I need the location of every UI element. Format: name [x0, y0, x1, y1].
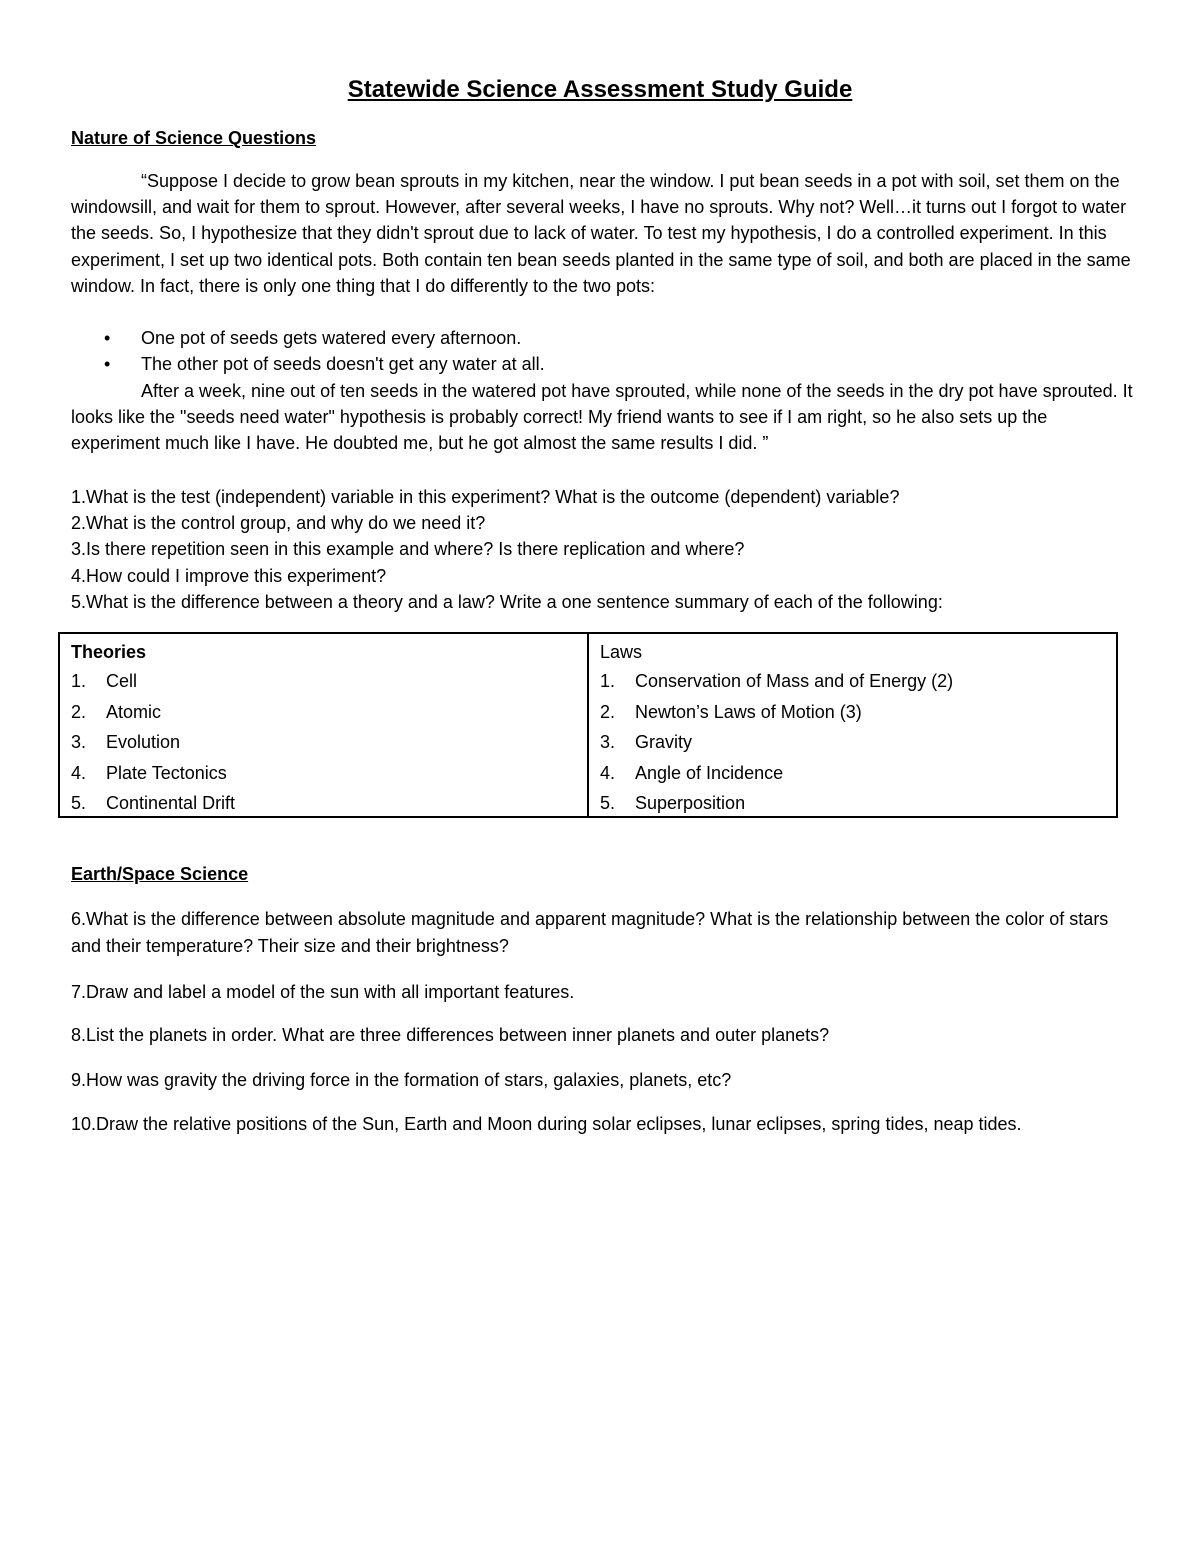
question-item: 2.What is the control group, and why do we need it? [71, 513, 486, 534]
item-number: 5. [71, 793, 87, 813]
law-name: Conservation of Mass and of Energy (2) [635, 671, 954, 691]
table-row [71, 758, 587, 789]
table-row [71, 697, 587, 728]
theory-name: Plate Tectonics [106, 762, 227, 783]
question-item: 3.Is there repetition seen in this example and where? Is there replication and where? [71, 539, 745, 560]
question-item: 4.How could I improve this experiment? [71, 565, 387, 586]
question-item: 10.Draw the relative positions of the Sun, Earth and Moon during solar eclipses, lunar eclipses, spring tides, neap tides. [71, 1114, 1022, 1134]
question-item: 1.What is the test (independent) variable in this experiment? What is the outcome (dependent) variable? [71, 487, 900, 507]
question-item: 9.How was gravity the driving force in the formation of stars, galaxies, planets, etc? [71, 1070, 732, 1090]
table-row [600, 697, 1116, 728]
bullet-icon: • [104, 354, 111, 375]
theory-name: Cell [106, 671, 138, 691]
theories-list [71, 666, 587, 819]
nature-questions-list [71, 484, 1133, 615]
question-item: 6.What is the difference between absolute magnitude and apparent magnitude? What is the relationship between the color of stars and their temperature? Their size and their brightness? [71, 909, 1109, 956]
item-number: 2. [71, 701, 87, 722]
bullet-text: The other pot of seeds doesn't get any water at all. [141, 354, 545, 375]
laws-column [587, 634, 1116, 816]
table-row [71, 727, 587, 758]
law-name: Superposition [635, 793, 746, 813]
bullet-text: One pot of seeds gets watered every afternoon. [141, 328, 522, 348]
law-name: Newton’s Laws of Motion (3) [635, 701, 862, 722]
list-item [71, 325, 1133, 351]
laws-header: Laws [600, 642, 643, 662]
theory-name: Continental Drift [106, 793, 236, 813]
nature-of-science-heading: Nature of Science Questions [71, 128, 317, 148]
theories-column [60, 634, 587, 816]
page-title: Statewide Science Assessment Study Guide [347, 76, 853, 103]
item-number: 4. [600, 762, 616, 783]
table-row [600, 666, 1116, 697]
bullet-icon: • [104, 328, 111, 348]
theories-header: Theories [71, 642, 147, 662]
item-number: 1. [600, 671, 616, 691]
table-row [71, 788, 587, 819]
item-number: 3. [600, 732, 616, 752]
law-name: Gravity [635, 732, 693, 752]
theory-name: Evolution [106, 732, 181, 752]
table-row [600, 788, 1116, 819]
table-row [71, 666, 587, 697]
item-number: 3. [71, 732, 87, 752]
question-item: 7.Draw and label a model of the sun with all important features. [71, 982, 575, 1002]
table-row [600, 727, 1116, 758]
item-number: 1. [71, 671, 87, 691]
passage-intro-text: “Suppose I decide to grow bean sprouts in my kitchen, near the window. I put bean seeds in a pot with soil, set them on the windowsill, and wait for them to sprout. However, after several weeks, I have no sprouts. Why not? Well…it turns out I forgot to water the seeds. So, I hypothesize that they didn't sprout due to lack of water. To test my hypothesis, I do a controlled experiment. In this experiment, I set up two identical pots. Both contain ten bean seeds planted in the same type of soil, and both are placed in the same window. In fact, there is only one thing that I do differently to the two pots: [71, 171, 1131, 296]
item-number: 5. [600, 793, 616, 813]
earth-space-heading: Earth/Space Science [71, 864, 249, 884]
theory-name: Atomic [106, 701, 162, 722]
theories-laws-table [58, 632, 1118, 818]
item-number: 2. [600, 701, 616, 722]
passage-end-text: After a week, nine out of ten seeds in the watered pot have sprouted, while none of the seeds in the dry pot have sprouted. It looks like the "seeds need water" hypothesis is probably correct! My friend wants to see if I am right, so he also sets up the experiment much like I have. He doubted me, but he got almost the same results I did. ” [71, 381, 1133, 454]
table-row [600, 758, 1116, 789]
laws-list [600, 666, 1116, 819]
question-item: 5.What is the difference between a theory and a law? Write a one sentence summary of each of the following: [71, 591, 943, 612]
question-item: 8.List the planets in order. What are three differences between inner planets and outer planets? [71, 1025, 830, 1045]
law-name: Angle of Incidence [635, 762, 784, 783]
passage-end [71, 378, 1133, 457]
list-item [71, 351, 1133, 377]
experiment-bullet-list [71, 325, 1133, 377]
passage-intro [71, 168, 1133, 299]
item-number: 4. [71, 762, 87, 783]
